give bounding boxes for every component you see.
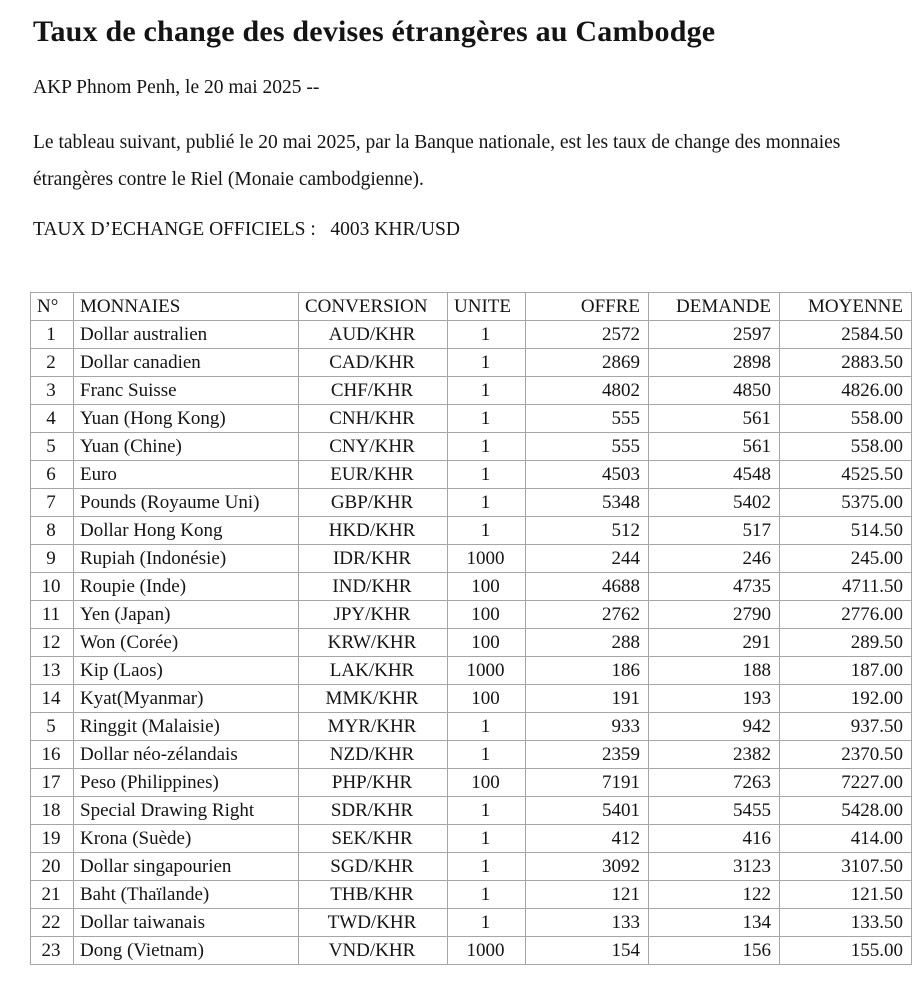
table-cell: 517 (649, 517, 780, 545)
table-cell: 5348 (526, 489, 649, 517)
table-row (31, 769, 912, 797)
table-cell: 4850 (649, 377, 780, 405)
table-cell: Peso (Philippines) (74, 769, 299, 797)
table-cell: EUR/KHR (299, 461, 448, 489)
table-cell: LAK/KHR (299, 657, 448, 685)
table-cell: 100 (448, 601, 526, 629)
table-cell: Dollar australien (74, 321, 299, 349)
dateline: AKP Phnom Penh, le 20 mai 2025 -- (33, 77, 320, 98)
table-cell: Yuan (Chine) (74, 433, 299, 461)
table-row (31, 825, 912, 853)
table-row (31, 545, 912, 573)
table-cell: 5 (31, 433, 74, 461)
table-row (31, 937, 912, 965)
table-cell: 1000 (448, 937, 526, 965)
table-row (31, 433, 912, 461)
table-cell: 4826.00 (780, 377, 912, 405)
table-cell: 4711.50 (780, 573, 912, 601)
table-cell: 1000 (448, 545, 526, 573)
table-cell: SEK/KHR (299, 825, 448, 853)
table-cell: TWD/KHR (299, 909, 448, 937)
table-cell: 121.50 (780, 881, 912, 909)
table-cell: 1 (448, 489, 526, 517)
table-cell: 4548 (649, 461, 780, 489)
table-cell: THB/KHR (299, 881, 448, 909)
table-cell: Dong (Vietnam) (74, 937, 299, 965)
table-row (31, 657, 912, 685)
table-cell: 558.00 (780, 405, 912, 433)
table-cell: 17 (31, 769, 74, 797)
table-cell: 20 (31, 853, 74, 881)
table-cell: 7191 (526, 769, 649, 797)
table-row (31, 601, 912, 629)
table-cell: Dollar singapourien (74, 853, 299, 881)
table-cell: Dollar taiwanais (74, 909, 299, 937)
table-cell: Dollar canadien (74, 349, 299, 377)
table-cell: 2869 (526, 349, 649, 377)
table-cell: 19 (31, 825, 74, 853)
table-cell: 1 (448, 825, 526, 853)
table-cell: 1 (448, 853, 526, 881)
table-cell: Yuan (Hong Kong) (74, 405, 299, 433)
table-cell: Kip (Laos) (74, 657, 299, 685)
table-cell: HKD/KHR (299, 517, 448, 545)
table-cell: 5455 (649, 797, 780, 825)
table-cell: 156 (649, 937, 780, 965)
table-cell: 1 (448, 713, 526, 741)
table-row (31, 741, 912, 769)
table-cell: 414.00 (780, 825, 912, 853)
table-cell: 1 (448, 797, 526, 825)
table-row (31, 517, 912, 545)
table-row (31, 489, 912, 517)
table-cell: 2370.50 (780, 741, 912, 769)
table-cell: 133 (526, 909, 649, 937)
table-cell: Dollar Hong Kong (74, 517, 299, 545)
table-cell: MYR/KHR (299, 713, 448, 741)
column-header: N° (31, 293, 74, 321)
table-cell: 3107.50 (780, 853, 912, 881)
table-cell: 18 (31, 797, 74, 825)
table-cell: 16 (31, 741, 74, 769)
table-cell: Baht (Thaïlande) (74, 881, 299, 909)
table-cell: 3123 (649, 853, 780, 881)
table-cell: 192.00 (780, 685, 912, 713)
table-row (31, 713, 912, 741)
table-cell: 288 (526, 629, 649, 657)
table-row (31, 405, 912, 433)
table-row (31, 685, 912, 713)
table-cell: 2898 (649, 349, 780, 377)
table-cell: 555 (526, 433, 649, 461)
table-cell: 514.50 (780, 517, 912, 545)
table-cell: Ringgit (Malaisie) (74, 713, 299, 741)
column-header: MONNAIES (74, 293, 299, 321)
table-cell: 154 (526, 937, 649, 965)
article-page (0, 13, 913, 1000)
official-rate-line: TAUX D’ECHANGE OFFICIELS : 4003 KHR/USD (33, 219, 460, 240)
table-cell: 1 (31, 321, 74, 349)
table-cell: 4 (31, 405, 74, 433)
table-cell: 4735 (649, 573, 780, 601)
table-cell: 2762 (526, 601, 649, 629)
table-cell: 5402 (649, 489, 780, 517)
table-cell: 1 (448, 377, 526, 405)
table-cell: PHP/KHR (299, 769, 448, 797)
table-cell: Euro (74, 461, 299, 489)
table-cell: 1 (448, 461, 526, 489)
table-cell: 5428.00 (780, 797, 912, 825)
table-cell: IDR/KHR (299, 545, 448, 573)
table-cell: 10 (31, 573, 74, 601)
table-cell: 2584.50 (780, 321, 912, 349)
table-cell: 3092 (526, 853, 649, 881)
table-cell: 23 (31, 937, 74, 965)
table-cell: Dollar néo-zélandais (74, 741, 299, 769)
table-cell: 14 (31, 685, 74, 713)
table-row (31, 881, 912, 909)
table-cell: 9 (31, 545, 74, 573)
table-row (31, 321, 912, 349)
table-cell: 1 (448, 433, 526, 461)
table-cell: 4688 (526, 573, 649, 601)
table-cell: 22 (31, 909, 74, 937)
table-row (31, 853, 912, 881)
table-cell: 100 (448, 629, 526, 657)
table-cell: 13 (31, 657, 74, 685)
table-cell: VND/KHR (299, 937, 448, 965)
table-header (31, 293, 912, 321)
table-cell: 134 (649, 909, 780, 937)
table-cell: 942 (649, 713, 780, 741)
table-cell: 186 (526, 657, 649, 685)
table-cell: 191 (526, 685, 649, 713)
table-cell: 933 (526, 713, 649, 741)
table-cell: 561 (649, 405, 780, 433)
table-cell: 555 (526, 405, 649, 433)
table-cell: IND/KHR (299, 573, 448, 601)
table-cell: CAD/KHR (299, 349, 448, 377)
page-title: Taux de change des devises étrangères au Cambodge (33, 15, 716, 48)
table-cell: 412 (526, 825, 649, 853)
table-cell: 2776.00 (780, 601, 912, 629)
table-cell: Yen (Japan) (74, 601, 299, 629)
table-cell: 100 (448, 573, 526, 601)
table-cell: 1 (448, 405, 526, 433)
table-cell: 244 (526, 545, 649, 573)
table-cell: 2 (31, 349, 74, 377)
table-cell: 2883.50 (780, 349, 912, 377)
table-cell: 100 (448, 769, 526, 797)
table-cell: 1 (448, 349, 526, 377)
table-cell: 2359 (526, 741, 649, 769)
table-cell: 7263 (649, 769, 780, 797)
table-cell: Won (Corée) (74, 629, 299, 657)
table-cell: 5401 (526, 797, 649, 825)
table-cell: 5375.00 (780, 489, 912, 517)
table-cell: 4503 (526, 461, 649, 489)
table-cell: 2382 (649, 741, 780, 769)
table-cell: 11 (31, 601, 74, 629)
table-cell: 1 (448, 909, 526, 937)
table-cell: 4525.50 (780, 461, 912, 489)
table-cell: Franc Suisse (74, 377, 299, 405)
table-cell: 1 (448, 741, 526, 769)
table-cell: 289.50 (780, 629, 912, 657)
table-cell: 193 (649, 685, 780, 713)
table-cell: CHF/KHR (299, 377, 448, 405)
table-cell: 1 (448, 517, 526, 545)
table-cell: 187.00 (780, 657, 912, 685)
table-cell: 4802 (526, 377, 649, 405)
column-header: CONVERSION (299, 293, 448, 321)
table-row (31, 909, 912, 937)
table-cell: CNY/KHR (299, 433, 448, 461)
table-cell: 6 (31, 461, 74, 489)
table-row (31, 461, 912, 489)
table-cell: 133.50 (780, 909, 912, 937)
table-cell: 416 (649, 825, 780, 853)
table-cell: 1000 (448, 657, 526, 685)
table-cell: JPY/KHR (299, 601, 448, 629)
table-cell: 3 (31, 377, 74, 405)
table-cell: 2572 (526, 321, 649, 349)
table-cell: 12 (31, 629, 74, 657)
column-header: UNITE (448, 293, 526, 321)
table-cell: 1 (448, 321, 526, 349)
table-cell: 21 (31, 881, 74, 909)
table-cell: 561 (649, 433, 780, 461)
column-header: DEMANDE (649, 293, 780, 321)
table-cell: 122 (649, 881, 780, 909)
table-cell: 7 (31, 489, 74, 517)
intro-paragraph: Le tableau suivant, publié le 20 mai 2025, par la Banque nationale, est les taux de change des monnaies étrangères contre le Riel (Monaie cambodgienne). (33, 132, 841, 190)
table-cell: Rupiah (Indonésie) (74, 545, 299, 573)
table-cell: NZD/KHR (299, 741, 448, 769)
table-cell: 7227.00 (780, 769, 912, 797)
header-row (31, 293, 912, 321)
table-cell: CNH/KHR (299, 405, 448, 433)
column-header: MOYENNE (780, 293, 912, 321)
table-cell: 5 (31, 713, 74, 741)
table-cell: KRW/KHR (299, 629, 448, 657)
table-cell: 246 (649, 545, 780, 573)
table-cell: Pounds (Royaume Uni) (74, 489, 299, 517)
exchange-rates-table (30, 292, 912, 965)
table-cell: 1 (448, 881, 526, 909)
table-body (31, 321, 912, 965)
table-cell: MMK/KHR (299, 685, 448, 713)
column-header: OFFRE (526, 293, 649, 321)
table-cell: Special Drawing Right (74, 797, 299, 825)
table-cell: AUD/KHR (299, 321, 448, 349)
table-cell: 155.00 (780, 937, 912, 965)
table-cell: 8 (31, 517, 74, 545)
table-cell: 121 (526, 881, 649, 909)
table-cell: SGD/KHR (299, 853, 448, 881)
table-row (31, 573, 912, 601)
table-cell: 188 (649, 657, 780, 685)
table-cell: Roupie (Inde) (74, 573, 299, 601)
table-cell: GBP/KHR (299, 489, 448, 517)
table-row (31, 349, 912, 377)
table-cell: 2790 (649, 601, 780, 629)
table-cell: 2597 (649, 321, 780, 349)
table-cell: 937.50 (780, 713, 912, 741)
table-cell: SDR/KHR (299, 797, 448, 825)
table-cell: Krona (Suède) (74, 825, 299, 853)
table-row (31, 629, 912, 657)
table-cell: Kyat(Myanmar) (74, 685, 299, 713)
table-cell: 245.00 (780, 545, 912, 573)
table-row (31, 797, 912, 825)
table-row (31, 377, 912, 405)
table-cell: 558.00 (780, 433, 912, 461)
table-cell: 291 (649, 629, 780, 657)
table-cell: 100 (448, 685, 526, 713)
table-cell: 512 (526, 517, 649, 545)
